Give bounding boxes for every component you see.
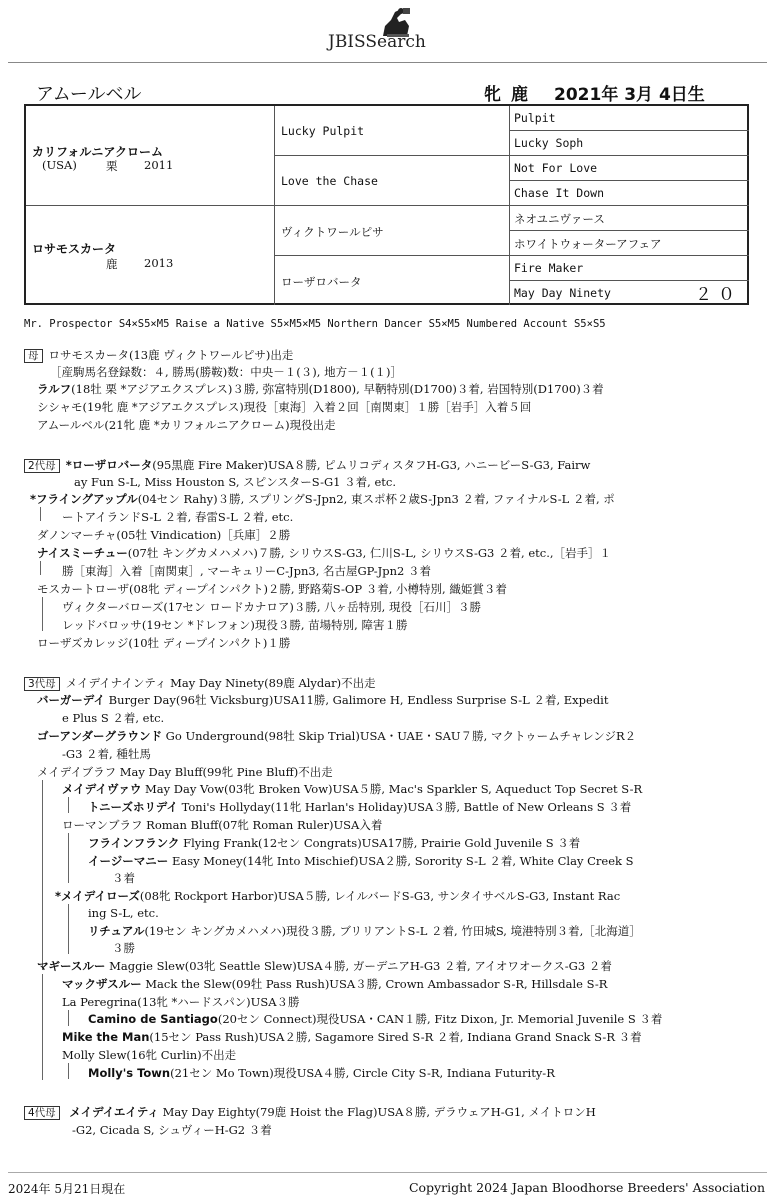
line: アムールベル(21牝 鹿 *カリフォルニアクローム)現役出走 — [37, 418, 336, 432]
horse-name: アムールベル — [36, 84, 142, 105]
dam-name[interactable]: ロサモスカータ — [32, 242, 117, 256]
line — [24, 676, 376, 691]
line-text: May Day Vow(03牝 Broken Vow)USA５勝, Mac's Sparkler S, Aqueduct Top Secret S-R — [145, 782, 643, 796]
horse-name-link[interactable]: メイデイヴァウ — [62, 782, 142, 796]
tree-line — [40, 507, 41, 521]
line-text: Mack the Slew(09牡 Pass Rush)USA３勝, Crown Ambassador S-R, Hillsdale S-R — [145, 977, 608, 991]
line: シシャモ(19牝 鹿 *アジアエクスプレス)現役［東海］入着２回［南関東］１勝［岩手］入着５回 — [37, 400, 532, 414]
line — [88, 800, 631, 814]
g2-tag: 2代母 — [24, 459, 60, 473]
line — [55, 889, 620, 903]
tree-line — [42, 597, 43, 631]
horse-color: 鹿 — [511, 85, 528, 105]
g3-tag: 3代母 — [24, 677, 60, 691]
horse-name-link[interactable]: イージーマニー — [88, 854, 169, 868]
horse-name-link[interactable]: *ローザロバータ — [65, 458, 153, 472]
sire-dam[interactable]: Love the Chase — [281, 174, 378, 188]
pedigree-dam-cell — [26, 206, 275, 305]
line: ３勝 — [112, 941, 135, 955]
line — [37, 959, 612, 973]
line — [88, 1012, 662, 1026]
horse-name-link[interactable]: バーガーデイ — [37, 693, 105, 707]
line: ートアイランドS-L ２着, 春雷S-L ２着, etc. — [62, 510, 294, 524]
horse-name-link[interactable]: フラインフランク — [88, 836, 180, 850]
header-divider — [8, 62, 767, 63]
horse-info — [484, 80, 715, 105]
tree-line — [40, 561, 41, 575]
horse-sex: 牝 — [484, 85, 501, 105]
horse-name-link[interactable]: ゴーアンダーグラウンド — [37, 729, 163, 743]
line — [88, 854, 634, 868]
dam-section-line — [24, 348, 293, 363]
tree-line — [68, 833, 69, 883]
sire-origin: (USA) — [42, 158, 77, 172]
horse-name-link[interactable]: Camino de Santiago — [88, 1012, 218, 1026]
dam-tag: 母 — [24, 349, 43, 363]
line — [62, 782, 642, 796]
line — [88, 1066, 555, 1080]
line-text: Flying Frank(12セン Congrats)USA17勝, Prairie Gold Juvenile S ３着 — [183, 836, 581, 850]
horse-name-link[interactable]: Mike the Man — [62, 1030, 150, 1044]
g3-1[interactable]: Pulpit — [514, 111, 556, 125]
pedigree-table — [24, 104, 749, 305]
horse-name-link[interactable]: リチュアル — [88, 924, 145, 938]
footer-copyright: Copyright 2024 Japan Bloodhorse Breeders' Association — [408, 1180, 765, 1195]
pedigree-gen2 — [275, 106, 510, 305]
g3-2[interactable]: Lucky Soph — [514, 136, 584, 150]
line: ヴィクターバローズ(17セン ロードカナロア)３勝, 八ヶ岳特別, 現役［石川］３勝 — [62, 600, 481, 614]
line-text: May Day Eighty(79鹿 Hoist the Flag)USA８勝, デラウェアH-G1, メイトロンH — [162, 1105, 596, 1119]
line: モスカートローザ(08牝 ディープインパクト)２勝, 野路菊S-OP ３着, 小樽特別, 織姫賞３着 — [37, 582, 507, 596]
line: ay Fun S-L, Miss Houston S, スピンスターS-G1 ３着, etc. — [74, 475, 396, 489]
line: 勝［東海］入着［南関東］, マーキュリーC-Jpn3, 名古屋GP-Jpn2 ３着 — [62, 564, 432, 578]
line: ダノンマーチャ(05牡 Vindication)［兵庫］２勝 — [37, 528, 291, 542]
line — [88, 836, 580, 850]
line: e Plus S ２着, etc. — [62, 711, 165, 725]
line-text: (07牡 キングカメハメハ)７勝, シリウスS-G3, 仁川S-L, シリウスS-G3 ２着, etc.,［岩手］１ — [127, 546, 612, 560]
g3-8[interactable]: May Day Ninety — [514, 286, 611, 300]
line-text: (21セン Mo Town)現役USA４勝, Circle City S-R, Indiana Futurity-R — [170, 1066, 555, 1080]
line-text: Toni's Hollyday(11牝 Harlan's Holiday)USA３勝, Battle of New Orleans S ３着 — [181, 800, 632, 814]
line — [30, 492, 615, 506]
line: ３着 — [112, 871, 135, 885]
dam-dam[interactable]: ローザロバータ — [281, 275, 362, 289]
line-text: メイデイナインティ May Day Ninety(89鹿 Alydar)不出走 — [65, 676, 376, 690]
line: ローマンブラフ Roman Bluff(07牝 Roman Ruler)USA入着 — [62, 818, 383, 832]
pedigree-divider — [510, 130, 749, 131]
tree-line — [68, 904, 69, 954]
line — [24, 1105, 596, 1120]
line-text: Easy Money(14牝 Into Mischief)USA２勝, Sorority S-L ２着, White Clay Creek S — [171, 854, 634, 868]
line: ing S-L, etc. — [88, 906, 159, 920]
line-text: (18牡 栗 *アジアエクスプレス)３勝, 弥富特別(D1800), 早鞆特別(D1700)３着, 岩国特別(D1700)３着 — [71, 382, 604, 396]
horse-name-link[interactable]: *フライングアップル — [30, 492, 138, 506]
line-text: (20セン Connect)現役USA・CAN１勝, Fitz Dixon, Jr. Memorial Juvenile S ３着 — [217, 1012, 663, 1026]
line-text: (95黒鹿 Fire Maker)USA８勝, ピムリコディスタフH-G3, ハニービーS-G3, Fairw — [152, 458, 591, 472]
horse-name-link[interactable]: トニーズホリデイ — [88, 800, 178, 814]
line: Molly Slew(16牝 Curlin)不出走 — [62, 1048, 237, 1062]
horse-name-link[interactable]: マックザスルー — [62, 977, 142, 991]
line — [24, 458, 590, 473]
line — [37, 729, 636, 743]
line: La Peregrina(13牝 *ハードスパン)USA３勝 — [62, 995, 300, 1009]
line-text: (19セン キングカメハメハ)現役３勝, ブリリアントS-L ２着, 竹田城S, 境港特別３着,［北海道］ — [144, 924, 641, 938]
horse-name-link[interactable]: ナイスミーチュー — [37, 546, 128, 560]
jbis-logo[interactable] — [320, 4, 470, 54]
line: レッドバロッサ(19セン *ドレフォン)現役３勝, 苗場特別, 障害１勝 — [62, 618, 408, 632]
g3-6[interactable]: ホワイトウォーターアフェア — [514, 237, 662, 251]
pedigree-divider — [510, 230, 749, 231]
line-text: Maggie Slew(03牝 Seattle Slew)USA４勝, ガーデニアH-G3 ２着, アイオワオークス-G3 ２着 — [109, 959, 612, 973]
line: -G2, Cicada S, シュヴィーH-G2 ３着 — [72, 1123, 272, 1137]
sire-name[interactable]: カリフォルニアクローム — [32, 145, 164, 159]
logo-text: JBISSearch — [328, 32, 426, 52]
line — [62, 1030, 642, 1044]
line-text: ロサモスカータ(13鹿 ヴィクトワールピサ)出走 — [48, 348, 294, 362]
inbreeding-info: Mr. Prospector S4×S5×M5 Raise a Native S5×M5×M5 Northern Dancer S5×M5 Numbered Account S5×S5 — [24, 318, 606, 330]
g3-4[interactable]: Chase It Down — [514, 186, 605, 200]
tree-line — [42, 780, 43, 970]
line: ローザズカレッジ(10牡 ディープインパクト)１勝 — [37, 636, 291, 650]
horse-name-link[interactable]: マギースルー — [37, 959, 106, 973]
dam-sire[interactable]: ヴィクトワールピサ — [281, 225, 384, 239]
sire-color: 栗 — [106, 159, 118, 173]
tree-line — [68, 1010, 69, 1026]
line-text: (08牝 Rockport Harbor)USA５勝, レイルバードS-G3, サンタイサベルS-G3, Instant Rac — [139, 889, 621, 903]
line-text: Go Underground(98牡 Skip Trial)USA・UAE・SAU７勝, マクトゥームチャレンジR２ — [165, 729, 637, 743]
pedigree-sire-cell — [26, 106, 275, 205]
pedigree-divider — [510, 180, 749, 181]
horse-name-link[interactable]: *メイデイローズ — [55, 889, 140, 903]
line — [37, 693, 608, 707]
line — [37, 382, 604, 396]
horse-name-link[interactable]: ラルフ — [37, 382, 72, 396]
line-text: Burger Day(96牡 Vicksburg)USA11勝, Galimore H, Endless Surprise S-L ２着, Expedit — [108, 693, 609, 707]
tree-line — [68, 797, 69, 813]
tree-line — [68, 1063, 69, 1079]
line-text: (04セン Rahy)３勝, スプリングS-Jpn2, 東スポ杯２歳S-Jpn3 ２着, ファイナルS-L ２着, ポ — [137, 492, 615, 506]
g3-7[interactable]: Fire Maker — [514, 261, 584, 275]
g4-tag: 4代母 — [24, 1106, 60, 1120]
dam-year: 2013 — [144, 256, 174, 270]
horse-name-link[interactable]: メイデイエイティ — [69, 1105, 159, 1119]
line: -G3 ２着, 種牡馬 — [62, 747, 151, 761]
horse-birth: 2021年 3月 4日生 — [554, 85, 705, 105]
horse-name-link[interactable]: Molly's Town — [88, 1066, 171, 1080]
line — [62, 977, 607, 991]
g3-3[interactable]: Not For Love — [514, 161, 598, 175]
family-number: ２０ — [695, 285, 741, 305]
g3-5[interactable]: ネオユニヴァース — [514, 212, 605, 226]
line — [88, 924, 641, 938]
dam-color: 鹿 — [106, 257, 118, 271]
pedigree-gen3 — [510, 106, 749, 305]
footer-divider — [8, 1172, 767, 1173]
footer-date: 2024年 5月21日現在 — [8, 1182, 126, 1196]
line: メイデイブラフ May Day Bluff(99牝 Pine Bluff)不出走 — [37, 765, 333, 779]
sire-year: 2011 — [144, 158, 174, 172]
line — [37, 546, 611, 560]
line-text: (15セン Pass Rush)USA２勝, Sagamore Sired S-R ２着, Indiana Grand Snack S-R ３着 — [149, 1030, 642, 1044]
line: ［産駒馬名登録数：４, 勝馬(勝鞍)数：中央－１(３), 地方－１(１)］ — [50, 365, 403, 379]
sire-sire[interactable]: Lucky Pulpit — [281, 124, 365, 138]
tree-line — [42, 974, 43, 1080]
